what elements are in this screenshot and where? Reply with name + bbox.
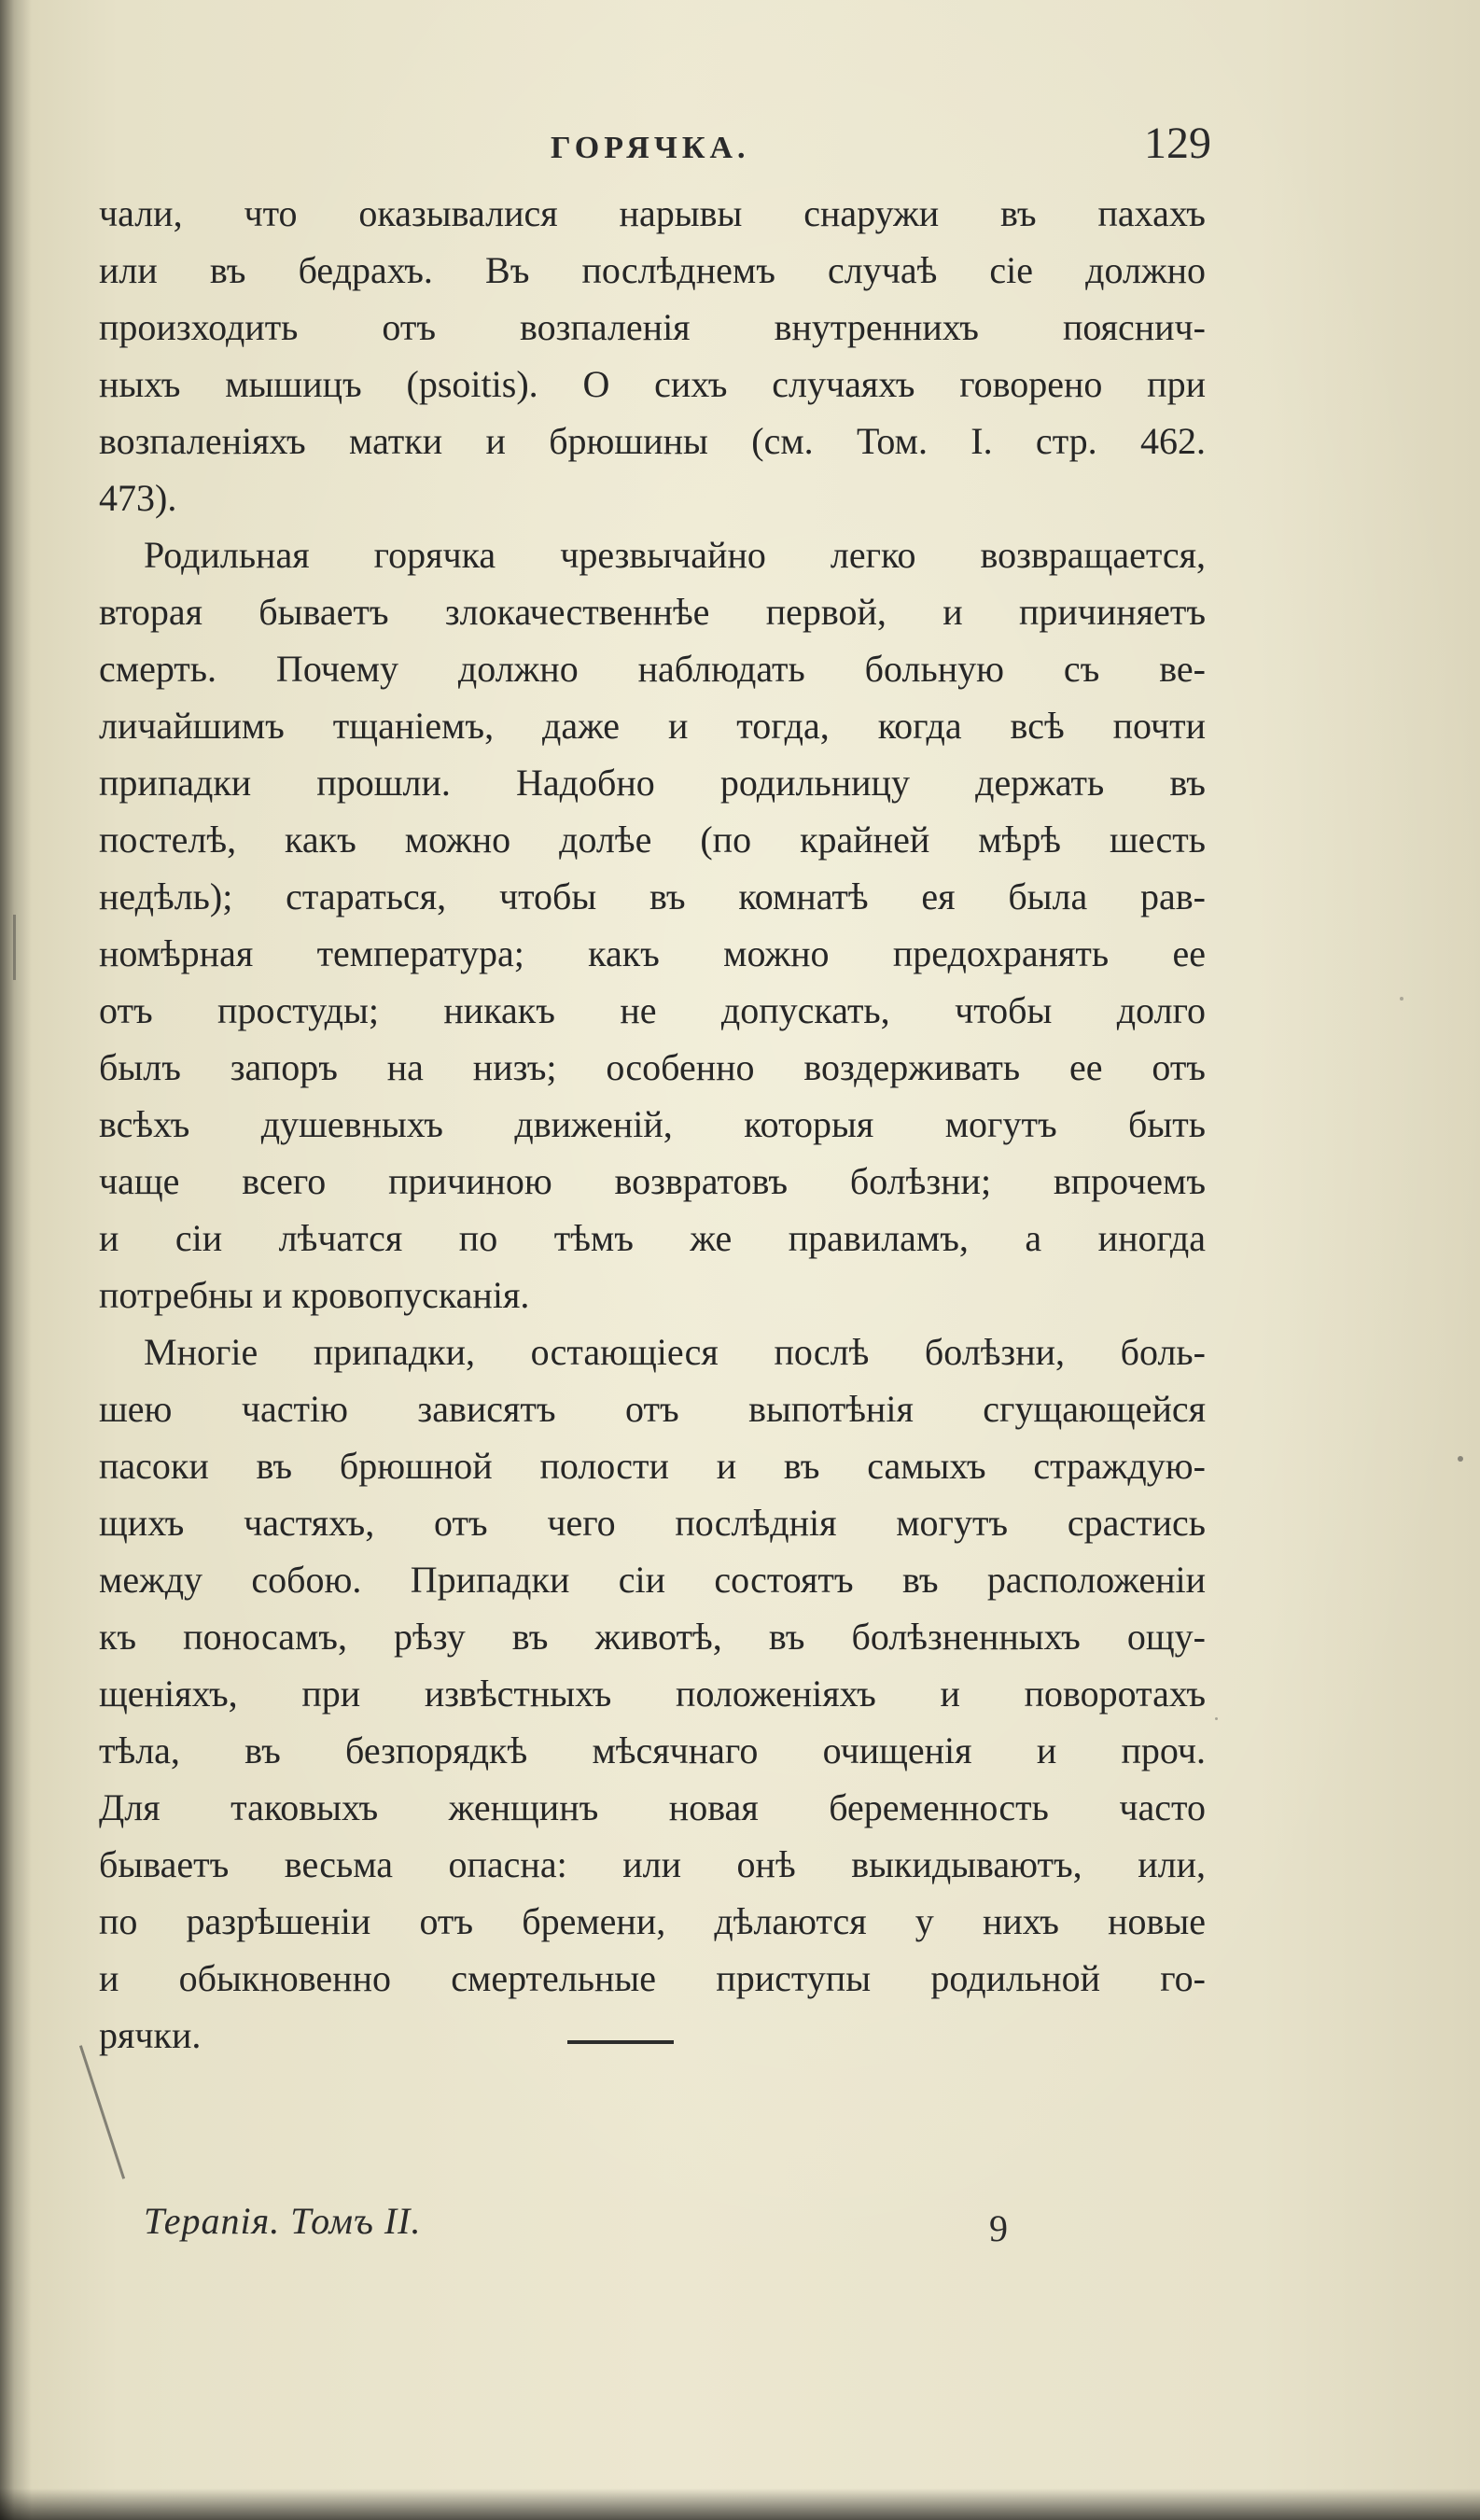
scan-speck xyxy=(1215,1717,1218,1720)
text-line: чали, что оказывалися нарывы снаружи въ пахахъ xyxy=(99,192,1206,234)
text-line: вторая бываетъ злокачественнѣе первой, и причиняетъ xyxy=(99,591,1206,633)
text-line: и сiи лѣчатся по тѣмъ же правиламъ, а иногда xyxy=(99,1217,1206,1259)
running-title: ГОРЯЧКА. xyxy=(551,131,750,165)
text-line: по разрѣшенiи отъ бремени, дѣлаются у нихъ новые xyxy=(99,1900,1206,1942)
text-line: недѣль); стараться, чтобы въ комнатѣ ея была рав- xyxy=(99,875,1206,917)
text-line: всѣхъ душевныхъ движенiй, которыя могутъ быть xyxy=(99,1103,1206,1145)
margin-scratch xyxy=(13,915,16,980)
text-line: между собою. Припадки сiи состоятъ въ расположенiи xyxy=(99,1559,1206,1601)
text-line: пасоки въ брюшной полости и въ самыхъ страждую- xyxy=(99,1445,1206,1487)
text-line: потребны и кровопусканiя. xyxy=(99,1274,530,1316)
closing-rule xyxy=(567,2040,674,2044)
text-line: тѣла, въ безпорядкѣ мѣсячнаго очищенiя и проч. xyxy=(99,1729,1206,1771)
text-line: бываетъ весьма опасна: или онѣ выкидываютъ, или, xyxy=(99,1843,1206,1885)
scan-speck xyxy=(1400,997,1403,1001)
binding-shadow xyxy=(0,0,32,2520)
text-line: шею частiю зависятъ отъ выпотѣнiя сгущающейся xyxy=(99,1388,1206,1430)
text-line: отъ простуды; никакъ не допускать, чтобы долго xyxy=(99,989,1206,1031)
text-line: Родильная горячка чрезвычайно легко возвращается, xyxy=(144,534,1206,576)
text-line: былъ запоръ на низъ; особенно воздерживать ее отъ xyxy=(99,1046,1206,1088)
text-line: къ поносамъ, рѣзу въ животѣ, въ болѣзненныхъ ощу- xyxy=(99,1616,1206,1658)
text-line: смерть. Почему должно наблюдать больную съ ве- xyxy=(99,648,1206,690)
text-line: ныхъ мышицъ (psoitis). О сихъ случаяхъ говорено при xyxy=(99,363,1206,405)
text-line: возпаленiяхъ матки и брюшины (см. Том. I. стр. 462. xyxy=(99,420,1206,462)
text-line: щенiяхъ, при извѣстныхъ положенiяхъ и поворотахъ xyxy=(99,1673,1206,1715)
margin-scratch xyxy=(79,2045,125,2179)
scan-speck xyxy=(1458,1456,1463,1462)
text-line: или въ бедрахъ. Въ послѣднемъ случаѣ сiе должно xyxy=(99,249,1206,291)
bottom-edge-shadow xyxy=(0,2488,1480,2520)
text-line: произходить отъ возпаленiя внутреннихъ пояснич- xyxy=(99,306,1206,348)
page-number: 129 xyxy=(1144,119,1211,168)
text-line: Для таковыхъ женщинъ новая беременность часто xyxy=(99,1786,1206,1828)
sheet-number: 9 xyxy=(989,2207,1008,2249)
body-text xyxy=(99,185,1206,2064)
text-line: рячки. xyxy=(99,2014,202,2056)
text-line: припадки прошли. Надобно родильницу держать въ xyxy=(99,762,1206,804)
text-line: номѣрная температура; какъ можно предохранять ее xyxy=(99,932,1206,974)
text-line: 473). xyxy=(99,477,177,519)
text-line: щихъ частяхъ, отъ чего послѣднiя могутъ срастись xyxy=(99,1502,1206,1544)
text-line: личайшимъ тщанiемъ, даже и тогда, когда всѣ почти xyxy=(99,705,1206,747)
text-line: Многiе припадки, остающiеся послѣ болѣзни, боль- xyxy=(144,1331,1206,1373)
text-line: постелѣ, какъ можно долѣе (по крайней мѣрѣ шесть xyxy=(99,819,1206,861)
signature-line: Терапiя. Томъ II. xyxy=(144,2200,422,2242)
text-line: чаще всего причиною возвратовъ болѣзни; впрочемъ xyxy=(99,1160,1206,1202)
text-line: и обыкновенно смертельные приступы родильной го- xyxy=(99,1957,1206,1999)
